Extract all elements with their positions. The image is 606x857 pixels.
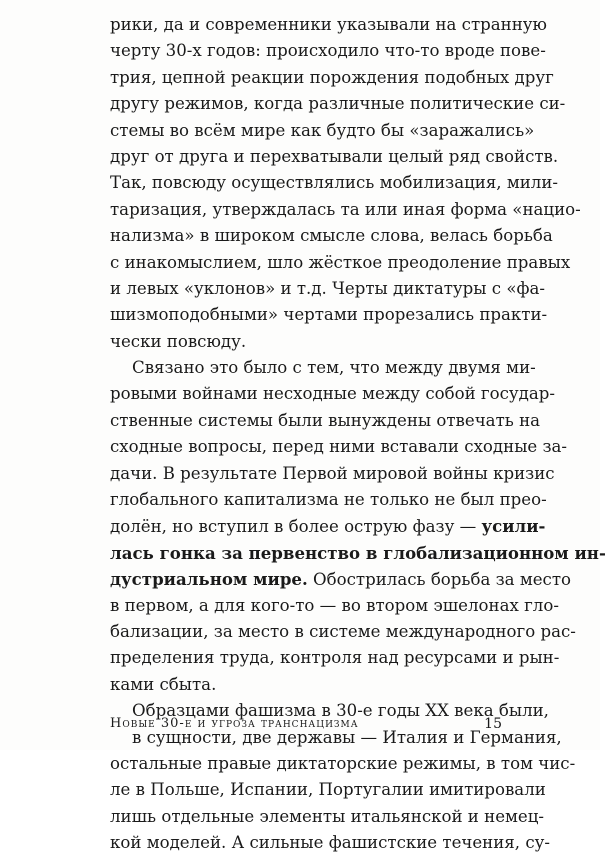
text-segment: пределения труда, контроля над ресурсами и рын- [110,648,560,668]
text-segment: Обострилась борьба за место [307,570,572,590]
text-line [110,329,502,355]
text-line [110,276,545,302]
text-segment: бализации, за место в системе международного рас- [110,621,576,641]
text-segment: таризация, утверждалась та или иная форма «нацио- [110,199,581,219]
text-segment: ле в Польше, Испании, Португалии имитировали [110,780,546,800]
text-line [110,645,560,671]
text-line [110,461,555,487]
text-segment: ками сбыта. [110,674,217,694]
text-segment: другу режимов, когда различные политические си- [110,94,566,114]
text-line [110,381,556,407]
text-segment: стемы во всём мире как будто бы «заражались» [110,120,535,140]
text-segment: Образцами фашизма в 30-е годы XX века были, [132,701,549,721]
text-segment: лишь отдельные элементы итальянской и немец- [110,806,545,826]
text-segment: кой моделей. А сильные фашистские течения, су- [110,833,550,853]
text-segment: в сущности, две державы — Италия и Германия, [132,727,562,747]
text-segment: дачи. В результате Первой мировой войны кризис [110,463,555,483]
text-segment: черту 30-х годов: происходило что-то вроде пове- [110,41,546,61]
text-segment: Так, повсюду осуществлялись мобилизация, мили- [110,173,559,193]
text-segment: друг от друга и перехватывали целый ряд свойств. [110,146,559,166]
bold-text-segment: усили- [481,516,546,537]
text-line [110,434,568,460]
text-line [110,250,571,276]
text-line [110,12,548,38]
running-head: Новые 30-е и угроза транснацизма [110,716,359,731]
text-segment: чески повсюду. [110,331,247,351]
page-footer [110,713,502,735]
bold-text-segment: лась гонка за первенство в глобализационном ин- [110,542,606,563]
text-segment: сходные вопросы, перед ними вставали сходные за- [110,437,568,457]
text-line [110,223,553,249]
text-line [110,144,559,170]
text-segment: рики, да и современники указывали на странную [110,15,548,34]
text-segment: трия, цепной реакции порождения подобных друг [110,67,554,87]
text-line [110,619,576,645]
text-line [110,487,547,513]
text-line [110,170,559,196]
text-line [110,830,550,856]
text-line [110,197,581,223]
text-segment: ственные системы были вынуждены отвечать на [110,410,541,430]
text-segment: долён, но вступил в более острую фазу — [110,517,482,537]
text-line [110,672,502,698]
text-line [110,118,535,144]
text-segment: ровыми войнами несходные между собой государ- [110,384,556,404]
text-segment: нализма» в широком смысле слова, велась борьба [110,226,553,246]
text-line [110,540,606,566]
text-line [110,91,566,117]
bold-text-segment: дустриальном мире. [110,569,308,590]
text-segment: и левых «уклонов» и т.д. Черты диктатуры с «фа- [110,278,545,298]
text-line [110,408,541,434]
text-line [110,38,546,64]
text-segment: глобального капитализма не только не был прео- [110,490,547,510]
text-line [110,302,548,328]
text-line [110,513,546,539]
text-line [110,355,536,381]
text-segment: Связано это было с тем, что между двумя ми- [132,358,536,378]
text-segment: остальные правые диктаторские режимы, в том чис- [110,753,576,773]
text-line [110,65,554,91]
text-line [110,777,546,803]
text-line [110,593,559,619]
page-number: 15 [484,716,502,732]
text-line [110,751,576,777]
text-segment: шизмоподобными» чертами прорезались практи- [110,305,548,325]
text-segment: в первом, а для кого-то — во втором эшелонах гло- [110,595,559,615]
text-segment: с инакомыслием, шло жёсткое преодоление правых [110,252,571,272]
text-line [110,566,572,592]
text-line [110,804,545,830]
